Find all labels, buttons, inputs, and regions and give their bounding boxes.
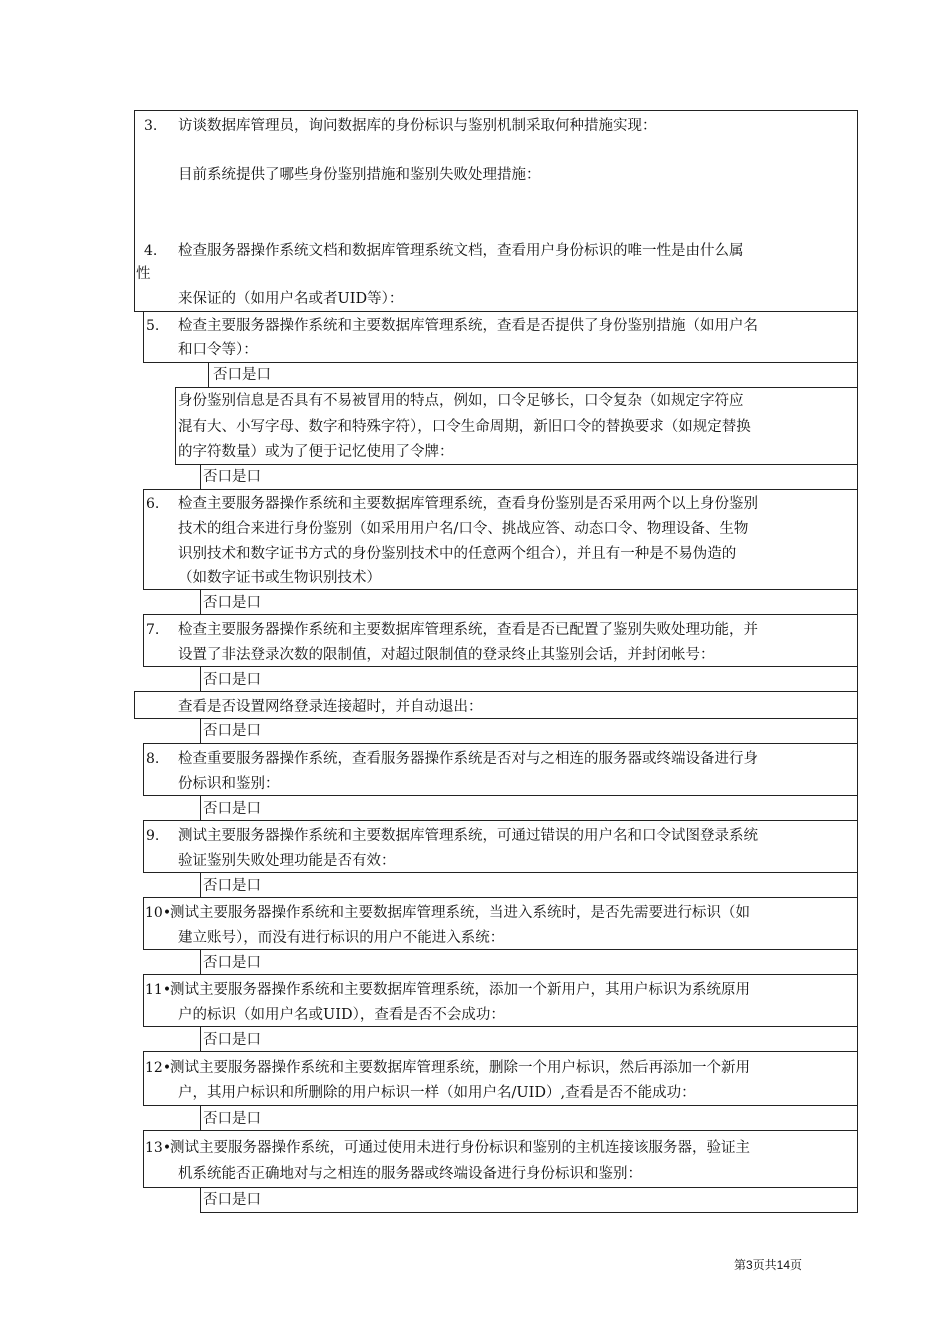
item-6-line3: 识别技术和数字证书方式的身份鉴别技术中的任意两个组合），并且有一种是不易伪造的 (178, 546, 737, 562)
item-11-line1: 测试主要服务器操作系统和主要数据库管理系统，添加一个新用户，其用户标识为系统原用 (170, 982, 750, 998)
item-8-yes-no-options[interactable]: 否口是口 (203, 801, 261, 817)
item-9-yes-no-options[interactable]: 否口是口 (203, 878, 261, 894)
item-9-number: 9. (146, 828, 160, 844)
item-11-yn-box (200, 1026, 858, 1052)
item-13-line2: 机系统能否正确地对与之相连的服务器或终端设备进行身份标识和鉴别： (178, 1166, 642, 1182)
item-13-yn-box (200, 1187, 858, 1213)
item-10-line2: 建立账号），而没有进行标识的用户不能进入系统： (178, 930, 505, 946)
item-5-sub-line1: 身份鉴别信息是否具有不易被冒用的特点，例如，口令足够长，口令复杂（如规定字符应 (178, 393, 744, 409)
item-9-line2: 验证鉴别失败处理功能是否有效： (178, 853, 396, 869)
item-4-line2: 来保证的（如用户名或者UID等）： (178, 291, 404, 307)
item-11-yes-no-options[interactable]: 否口是口 (203, 1032, 261, 1048)
item-5-sub-yes-no-options[interactable]: 否口是口 (203, 469, 261, 485)
item-7-number: 7. (146, 622, 160, 638)
item-6-line2: 技术的组合来进行身份鉴别（如采用用户名/口令、挑战应答、动态口令、物理设备、生物 (178, 521, 749, 537)
item-12-yn-box (200, 1105, 858, 1131)
item-6-line1: 检查主要服务器操作系统和主要数据库管理系统，查看身份鉴别是否采用两个以上身份鉴别 (178, 496, 758, 512)
item-5-yn-box (208, 362, 858, 388)
item-4-line1b: 性 (136, 266, 151, 282)
item-3-number: 3. (144, 118, 158, 134)
item-12-yes-no-options[interactable]: 否口是口 (203, 1111, 261, 1127)
item-10-yn-box (200, 949, 858, 975)
item-5-yes-no-options[interactable]: 否口是口 (213, 367, 271, 383)
item-5-line1: 检查主要服务器操作系统和主要数据库管理系统，查看是否提供了身份鉴别措施（如用户名 (178, 318, 758, 334)
item-12-line1: 测试主要服务器操作系统和主要数据库管理系统，删除一个用户标识，然后再添加一个新用 (170, 1060, 750, 1076)
item-11-number: 11• (145, 982, 172, 998)
item-13-line1: 测试主要服务器操作系统，可通过使用未进行身份标识和鉴别的主机连接该服务器，验证主 (170, 1140, 750, 1156)
item-6-yes-no-options[interactable]: 否口是口 (203, 595, 261, 611)
item-7-line2: 设置了非法登录次数的限制值，对超过限制值的登录终止其鉴别会话，并封闭帐号： (178, 647, 715, 663)
item-8-line1: 检查重要服务器操作系统，查看服务器操作系统是否对与之相连的服务器或终端设备进行身 (178, 751, 758, 767)
item-3-line2: 目前系统提供了哪些身份鉴别措施和鉴别失败处理措施： (178, 167, 541, 183)
item-9-line1: 测试主要服务器操作系统和主要数据库管理系统，可通过错误的用户名和口令试图登录系统 (178, 828, 758, 844)
page-number-footer: 第3页共14页 (734, 1258, 803, 1272)
item-4-line1: 检查服务器操作系统文档和数据库管理系统文档，查看用户身份标识的唯一性是由什么属 (178, 243, 744, 259)
item-12-number: 12• (145, 1060, 172, 1076)
item-10-line1: 测试主要服务器操作系统和主要数据库管理系统，当进入系统时，是否先需要进行标识（如 (170, 905, 750, 921)
item-7-sub-yes-no-options[interactable]: 否口是口 (203, 723, 261, 739)
item-8-number: 8. (146, 751, 160, 767)
item-5-line2: 和口令等）： (178, 342, 258, 358)
item-5-sub-yn-box (200, 464, 858, 490)
item-5-number: 5. (146, 318, 160, 334)
item-5-sub-line2: 混有大、小写字母、数字和特殊字符），口令生命周期，新旧口令的替换要求（如规定替换 (178, 419, 751, 435)
item-11-line2: 户的标识（如用户名或UID），查看是否不会成功： (178, 1007, 505, 1023)
item-6-number: 6. (146, 496, 160, 512)
item-7-sub-yn-box (200, 718, 858, 744)
item-7-yes-no-options[interactable]: 否口是口 (203, 672, 261, 688)
item-7-yn-box (200, 666, 858, 692)
item-8-yn-box (200, 795, 858, 821)
item-10-yes-no-options[interactable]: 否口是口 (203, 955, 261, 971)
item-5-sub-line3: 的字符数量）或为了便于记忆使用了令牌： (178, 444, 454, 460)
item-13-yes-no-options[interactable]: 否口是口 (203, 1192, 261, 1208)
item-12-line2: 户，其用户标识和所删除的用户标识一样（如用户名/UID）,查看是否不能成功： (178, 1085, 696, 1101)
item-9-yn-box (200, 872, 858, 898)
item-3-line1: 访谈数据库管理员，询问数据库的身份标识与鉴别机制采取何种措施实现： (178, 118, 657, 134)
item-10-number: 10• (145, 905, 172, 921)
item-7-sub-line1: 查看是否设置网络登录连接超时，并自动退出： (178, 699, 483, 715)
item-8-line2: 份标识和鉴别： (178, 776, 280, 792)
item-6-yn-box (200, 589, 858, 615)
item-7-line1: 检查主要服务器操作系统和主要数据库管理系统，查看是否已配置了鉴别失败处理功能，并 (178, 622, 758, 638)
item-6-line4: （如数字证书或生物识别技术） (178, 570, 381, 586)
item-13-number: 13• (145, 1140, 172, 1156)
item-4-number: 4. (144, 243, 158, 259)
